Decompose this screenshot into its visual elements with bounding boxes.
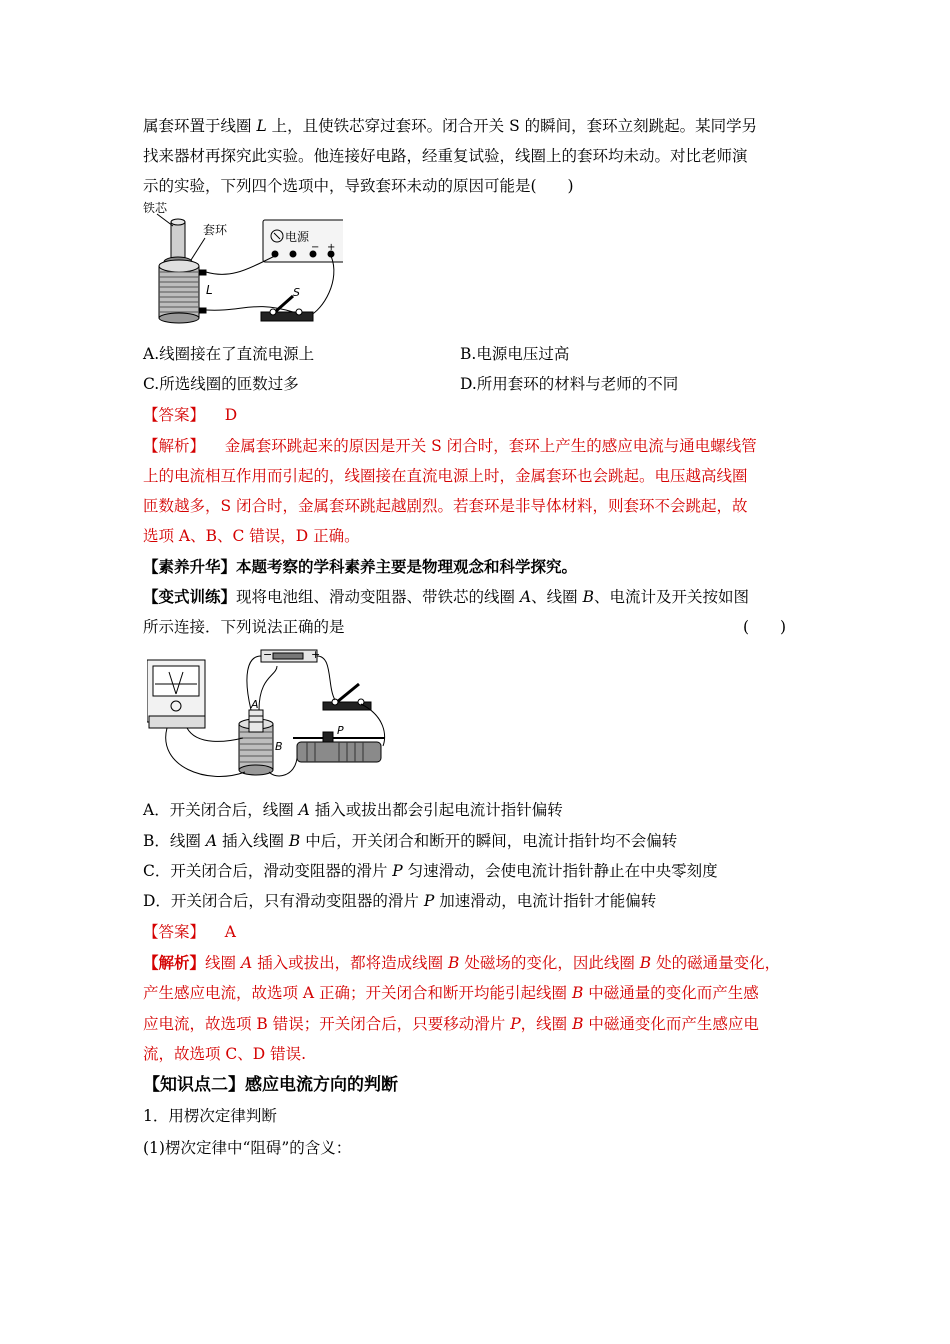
q1-option-d: D.所用套环的材料与老师的不同 (460, 375, 679, 393)
q2-answer: 【答案】 A (143, 923, 236, 941)
q1-line-2: 找来器材再探究此实验。他连接好电路，经重复试验，线圈上的套环均未动。对比老师演 (143, 147, 748, 165)
section-item-1: 1．用楞次定律判断 (143, 1107, 277, 1125)
q1-answer: 【答案】 D (143, 406, 238, 424)
q1-option-c: C.所选线圈的匝数过多 (143, 375, 299, 393)
q1-line-1: 属套环置于线圈 L 上，且使铁芯穿过套环。闭合开关 S 的瞬间，套环立刻跳起。某同学另 (143, 117, 758, 135)
coil-label: L (206, 283, 213, 297)
q2-line-2: 所示连接．下列说法正确的是 (143, 618, 345, 636)
coil-a (249, 710, 263, 732)
section-title: 【知识点二】感应电流方向的判断 (143, 1075, 398, 1095)
q2-option-b: B．线圈 A 插入线圈 B 中后，开关闭合和断开的瞬间，电流计指针均不会偏转 (143, 832, 678, 850)
slider-label: P (337, 724, 344, 737)
section-item-2: (1)楞次定律中“阻碍”的含义： (143, 1139, 352, 1157)
q2-analysis-line-1: 【解析】线圈 A 插入或拔出，都将造成线圈 B 处磁场的变化，因此线圈 B 处的磁通量变化， (143, 953, 781, 972)
slider-p (323, 732, 333, 742)
q1-option-b: B.电源电压过高 (460, 345, 570, 363)
q2-analysis-line-4: 流，故选项 C、D 错误. (143, 1045, 307, 1063)
q1-analysis-line-1: 【解析】 金属套环跳起来的原因是开关 S 闭合时，套环上产生的感应电流与通电螺线管 (143, 437, 757, 455)
battery-minus: − (263, 648, 273, 661)
q2-analysis-line-2: 产生感应电流，故选项 A 正确；开关闭合和断开均能引起线圈 B 中磁通量的变化而产生感 (143, 984, 759, 1002)
ring-label: 套环 (203, 223, 228, 237)
q1-option-a: A.线圈接在了直流电源上 (143, 345, 315, 363)
coil-b-label: B (275, 740, 283, 753)
switch-base (261, 312, 313, 321)
q2-option-c: C．开关闭合后，滑动变阻器的滑片 P 匀速滑动，会使电流计指针静止在中央零刻度 (143, 862, 718, 880)
power-minus: − (311, 242, 320, 253)
q1-analysis-line-2: 上的电流相互作用而引起的，线圈接在直流电源上时，金属套环也会跳起。电压越高线圈 (143, 467, 748, 485)
q2-line-1: 【变式训练】现将电池组、滑动变阻器、带铁芯的线圈 A、线圈 B、电流计及开关按如图 (143, 587, 749, 606)
power-label: 电源 (285, 230, 310, 244)
ring-jump-figure (143, 200, 343, 328)
switch-label: S (293, 286, 300, 299)
q2-option-a: A．开关闭合后，线圈 A 插入或拔出都会引起电流计指针偏转 (143, 801, 563, 819)
q1-analysis-line-3: 匝数越多，S 闭合时，金属套环跳起越剧烈。若套环是非导体材料，则套环不会跳起，故 (143, 497, 748, 515)
literacy-note: 【素养升华】本题考察的学科素养主要是物理观念和科学探究。 (143, 557, 578, 576)
q2-option-d: D．开关闭合后，只有滑动变阻器的滑片 P 加速滑动，电流计指针才能偏转 (143, 892, 657, 910)
power-plus: + (327, 242, 336, 253)
coil-a-label: A (251, 698, 259, 711)
battery-plus: + (311, 648, 321, 661)
induction-circuit-figure (147, 646, 393, 786)
q2-blank: ( ) (743, 618, 787, 636)
q1-analysis-line-4: 选项 A、B、C 错误，D 正确。 (143, 527, 360, 545)
q2-analysis-line-3: 应电流，故选项 B 错误；开关闭合后，只要移动滑片 P，线圈 B 中磁通变化而产生感应电 (143, 1015, 759, 1033)
core-label: 铁芯 (143, 201, 168, 215)
q1-line-3: 示的实验，下列四个选项中，导致套环未动的原因可能是( ) (143, 177, 574, 195)
